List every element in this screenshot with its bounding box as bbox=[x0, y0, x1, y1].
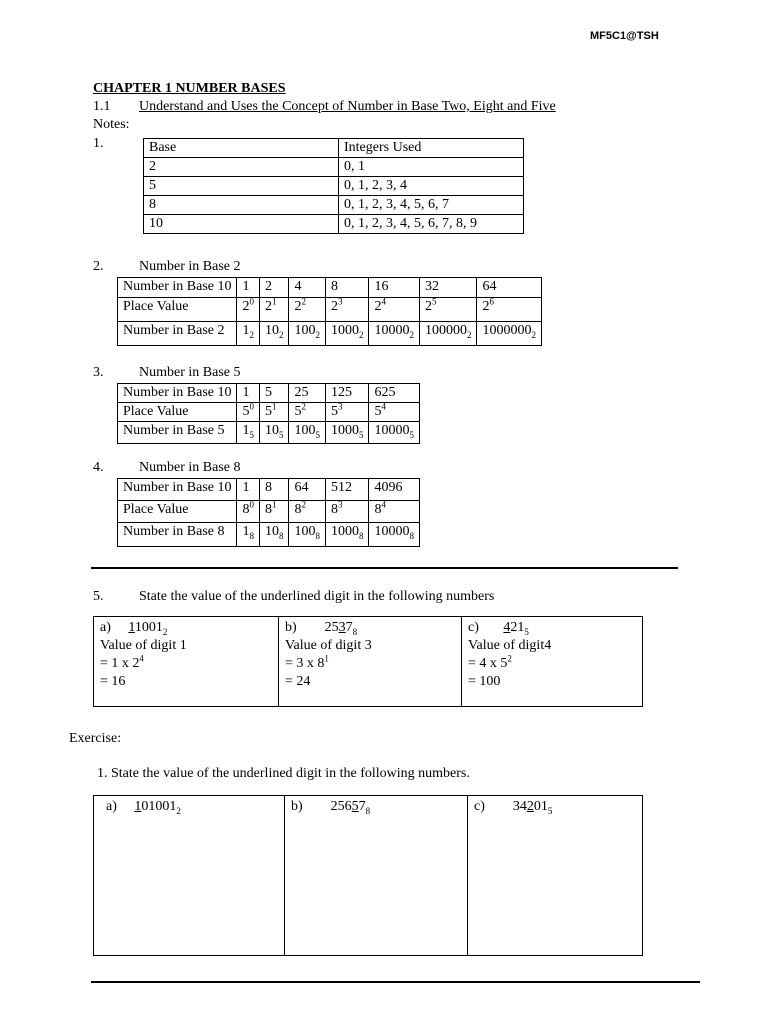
base-number: 100 bbox=[294, 524, 316, 539]
base-subscript: 2 bbox=[176, 805, 181, 816]
table-row bbox=[118, 278, 542, 298]
place-value-cell bbox=[369, 501, 420, 523]
exponent: 6 bbox=[489, 296, 494, 307]
exponent: 4 bbox=[381, 499, 386, 510]
number-suffix: 7 bbox=[345, 620, 353, 635]
base-subscript: 2 bbox=[278, 329, 284, 340]
row-label: Place Value bbox=[118, 403, 237, 422]
base-number: 1000000 bbox=[482, 323, 532, 338]
base-number: 100000 bbox=[424, 323, 467, 338]
power-base: 5 bbox=[294, 404, 302, 419]
decimal-value-cell: 1 bbox=[237, 479, 260, 501]
note-5-title: State the value of the underlined digit in the following numbers bbox=[139, 589, 495, 604]
note-4-title: Number in Base 8 bbox=[139, 460, 241, 475]
value-result: = 100 bbox=[468, 674, 501, 689]
base-subscript: 2 bbox=[358, 329, 364, 340]
note-5-number: 5. bbox=[93, 589, 104, 604]
value-calc: = 1 x 2 bbox=[100, 656, 140, 671]
table-row bbox=[118, 403, 420, 422]
decimal-value-cell: 512 bbox=[325, 479, 369, 501]
power-base: 8 bbox=[374, 502, 382, 517]
base-number-cell bbox=[325, 322, 369, 346]
base-number: 1000 bbox=[330, 323, 359, 338]
table-row bbox=[118, 501, 420, 523]
divider-line bbox=[91, 567, 678, 569]
table-row bbox=[118, 384, 420, 403]
note-3-title: Number in Base 5 bbox=[139, 365, 241, 380]
power-base: 8 bbox=[242, 502, 250, 517]
base-subscript: 2 bbox=[531, 329, 536, 340]
place-value-cell bbox=[289, 403, 326, 422]
number-suffix: 01001 bbox=[141, 799, 177, 814]
example-label: a) bbox=[100, 620, 111, 635]
base-number-cell bbox=[325, 422, 369, 444]
base-number-cell bbox=[369, 322, 420, 346]
place-value-cell bbox=[259, 403, 289, 422]
base-subscript: 5 bbox=[278, 429, 284, 440]
base-subscript: 5 bbox=[524, 626, 529, 637]
base-subscript: 8 bbox=[365, 805, 371, 816]
table-header-cell: Integers Used bbox=[339, 139, 524, 158]
exercise-item-label: b) bbox=[291, 799, 303, 814]
base-number-cell bbox=[289, 422, 326, 444]
base-subscript: 2 bbox=[466, 329, 472, 340]
decimal-value-cell: 2 bbox=[259, 278, 289, 298]
row-label: Place Value bbox=[118, 501, 237, 523]
table-row bbox=[118, 523, 420, 547]
table-cell: 0, 1, 2, 3, 4, 5, 6, 7 bbox=[339, 196, 524, 215]
table-row bbox=[144, 177, 524, 196]
base-number: 100 bbox=[294, 323, 316, 338]
decimal-value-cell: 64 bbox=[477, 278, 542, 298]
table-cell: 5 bbox=[144, 177, 339, 196]
base-subscript: 5 bbox=[409, 429, 414, 440]
example-c bbox=[462, 617, 643, 707]
place-value-cell bbox=[325, 501, 369, 523]
table-header-row bbox=[144, 139, 524, 158]
base-number-cell bbox=[289, 523, 326, 547]
power-base: 2 bbox=[424, 299, 432, 314]
base-number-cell bbox=[237, 322, 260, 346]
row-label: Number in Base 8 bbox=[118, 523, 237, 547]
base-5-table bbox=[117, 383, 420, 444]
note-1-number: 1. bbox=[93, 136, 104, 151]
subsection-title: Understand and Uses the Concept of Number in Base Two, Eight and Five bbox=[139, 99, 556, 114]
power-base: 8 bbox=[294, 502, 302, 517]
row-label: Number in Base 5 bbox=[118, 422, 237, 444]
decimal-value-cell: 25 bbox=[289, 384, 326, 403]
exponent: 2 bbox=[301, 401, 306, 412]
exponent: 3 bbox=[337, 401, 343, 412]
exponent: 0 bbox=[249, 296, 254, 307]
exponent: 4 bbox=[139, 653, 144, 664]
base-number: 10 bbox=[264, 524, 279, 539]
place-value-cell bbox=[289, 501, 326, 523]
exponent: 5 bbox=[431, 296, 437, 307]
exercise-question-1: 1. State the value of the underlined digit in the following numbers. bbox=[97, 766, 470, 781]
example-label: b) bbox=[285, 620, 297, 635]
number-suffix: 1001 bbox=[134, 620, 163, 635]
power-base: 8 bbox=[264, 502, 272, 517]
base-number: 100 bbox=[294, 423, 316, 438]
exponent: 4 bbox=[381, 296, 386, 307]
place-value-cell bbox=[369, 403, 420, 422]
power-base: 2 bbox=[242, 299, 250, 314]
decimal-value-cell: 32 bbox=[419, 278, 477, 298]
base-integers-table bbox=[143, 138, 524, 234]
value-calc: = 3 x 8 bbox=[285, 656, 325, 671]
base-subscript: 2 bbox=[409, 329, 414, 340]
number-prefix: 34 bbox=[512, 799, 527, 814]
example-table bbox=[93, 616, 643, 707]
exponent: 1 bbox=[271, 401, 277, 412]
exponent: 1 bbox=[324, 653, 329, 664]
power-base: 2 bbox=[294, 299, 302, 314]
table-cell: 2 bbox=[144, 158, 339, 177]
base-number: 10000 bbox=[374, 323, 410, 338]
base-number-cell bbox=[259, 523, 289, 547]
value-line: Value of digit 3 bbox=[285, 638, 372, 653]
note-3-number: 3. bbox=[93, 365, 104, 380]
underlined-digit: 5 bbox=[351, 799, 359, 814]
exponent: 1 bbox=[271, 499, 277, 510]
power-base: 5 bbox=[374, 404, 382, 419]
base-subscript: 8 bbox=[278, 530, 284, 541]
base-number: 1000 bbox=[330, 423, 359, 438]
row-label: Number in Base 10 bbox=[118, 384, 237, 403]
base-number: 10 bbox=[264, 323, 279, 338]
base-number: 1 bbox=[242, 323, 250, 338]
place-value-cell bbox=[237, 403, 260, 422]
exponent: 4 bbox=[381, 401, 386, 412]
place-value-cell bbox=[289, 298, 326, 322]
decimal-value-cell: 64 bbox=[289, 479, 326, 501]
exercise-label: Exercise: bbox=[69, 731, 122, 746]
exponent: 0 bbox=[249, 499, 254, 510]
exponent: 2 bbox=[301, 499, 306, 510]
decimal-value-cell: 4096 bbox=[369, 479, 420, 501]
value-line: Value of digit 1 bbox=[100, 638, 187, 653]
place-value-cell bbox=[259, 298, 289, 322]
base-subscript: 8 bbox=[352, 626, 358, 637]
base-subscript: 2 bbox=[315, 329, 320, 340]
base-number-cell bbox=[237, 523, 260, 547]
base-number: 1000 bbox=[330, 524, 359, 539]
notes-label: Notes: bbox=[93, 117, 130, 132]
table-header-cell: Base bbox=[144, 139, 339, 158]
decimal-value-cell: 1 bbox=[237, 278, 260, 298]
place-value-cell bbox=[477, 298, 542, 322]
power-base: 2 bbox=[482, 299, 490, 314]
place-value-cell bbox=[325, 298, 369, 322]
base-number-cell bbox=[419, 322, 477, 346]
base-8-table bbox=[117, 478, 420, 547]
power-base: 2 bbox=[264, 299, 272, 314]
decimal-value-cell: 8 bbox=[325, 278, 369, 298]
header-code: MF5C1@TSH bbox=[590, 30, 659, 42]
value-result: = 16 bbox=[100, 674, 126, 689]
table-row bbox=[144, 215, 524, 234]
decimal-value-cell: 5 bbox=[259, 384, 289, 403]
value-calc: = 4 x 5 bbox=[468, 656, 508, 671]
underlined-digit: 4 bbox=[503, 620, 511, 635]
example-a bbox=[94, 617, 279, 707]
decimal-value-cell: 625 bbox=[369, 384, 420, 403]
decimal-value-cell: 8 bbox=[259, 479, 289, 501]
table-cell: 8 bbox=[144, 196, 339, 215]
base-number: 10000 bbox=[374, 524, 410, 539]
power-base: 5 bbox=[330, 404, 338, 419]
base-number-cell bbox=[477, 322, 542, 346]
example-label: c) bbox=[468, 620, 479, 635]
base-number-cell bbox=[369, 523, 420, 547]
exercise-b[interactable] bbox=[285, 796, 468, 956]
base-number-cell bbox=[259, 422, 289, 444]
table-row bbox=[144, 158, 524, 177]
example-b bbox=[279, 617, 462, 707]
note-4-number: 4. bbox=[93, 460, 104, 475]
base-subscript: 8 bbox=[358, 530, 364, 541]
base-subscript: 5 bbox=[547, 805, 553, 816]
note-2-number: 2. bbox=[93, 259, 104, 274]
place-value-cell bbox=[259, 501, 289, 523]
base-number-cell bbox=[325, 523, 369, 547]
base-number: 10000 bbox=[374, 423, 410, 438]
exponent: 3 bbox=[337, 296, 343, 307]
base-subscript: 5 bbox=[249, 429, 254, 440]
exponent: 2 bbox=[301, 296, 306, 307]
exercise-table bbox=[93, 795, 643, 956]
base-subscript: 5 bbox=[358, 429, 364, 440]
table-row bbox=[118, 422, 420, 444]
place-value-cell bbox=[325, 403, 369, 422]
base-number-cell bbox=[237, 422, 260, 444]
row-label: Number in Base 10 bbox=[118, 278, 237, 298]
exponent: 1 bbox=[271, 296, 277, 307]
table-row bbox=[118, 479, 420, 501]
subsection-number: 1.1 bbox=[93, 99, 111, 114]
place-value-cell bbox=[369, 298, 420, 322]
base-number: 1 bbox=[242, 423, 250, 438]
place-value-cell bbox=[237, 501, 260, 523]
base-number-cell bbox=[289, 322, 326, 346]
number-suffix: 01 bbox=[533, 799, 548, 814]
place-value-cell bbox=[237, 298, 260, 322]
value-line: Value of digit4 bbox=[468, 638, 552, 653]
base-2-table bbox=[117, 277, 542, 346]
exercise-a[interactable] bbox=[94, 796, 285, 956]
table-row bbox=[94, 796, 643, 956]
power-base: 5 bbox=[264, 404, 272, 419]
power-base: 8 bbox=[330, 502, 338, 517]
base-subscript: 5 bbox=[315, 429, 320, 440]
exercise-item-label: a) bbox=[106, 799, 117, 814]
exercise-item-label: c) bbox=[474, 799, 485, 814]
table-cell: 0, 1, 2, 3, 4, 5, 6, 7, 8, 9 bbox=[339, 215, 524, 234]
exponent: 2 bbox=[507, 653, 512, 664]
row-label: Number in Base 2 bbox=[118, 322, 237, 346]
base-number: 10 bbox=[264, 423, 279, 438]
power-base: 5 bbox=[242, 404, 250, 419]
number-prefix: 256 bbox=[330, 799, 352, 814]
base-subscript: 8 bbox=[409, 530, 414, 541]
chapter-title: CHAPTER 1 NUMBER BASES bbox=[93, 81, 286, 96]
power-base: 2 bbox=[374, 299, 382, 314]
value-result: = 24 bbox=[285, 674, 311, 689]
base-number: 1 bbox=[242, 524, 250, 539]
number-prefix: 25 bbox=[324, 620, 339, 635]
underlined-digit: 1 bbox=[134, 799, 142, 814]
power-base: 2 bbox=[330, 299, 338, 314]
base-subscript: 2 bbox=[162, 626, 168, 637]
number-suffix: 21 bbox=[510, 620, 525, 635]
table-cell: 0, 1 bbox=[339, 158, 524, 177]
row-label: Number in Base 10 bbox=[118, 479, 237, 501]
underlined-digit: 1 bbox=[128, 620, 135, 635]
underlined-digit: 2 bbox=[526, 799, 534, 814]
table-row bbox=[144, 196, 524, 215]
base-subscript: 8 bbox=[249, 530, 254, 541]
exponent: 3 bbox=[337, 499, 343, 510]
exercise-c[interactable] bbox=[468, 796, 643, 956]
base-number-cell bbox=[369, 422, 420, 444]
decimal-value-cell: 4 bbox=[289, 278, 326, 298]
table-row bbox=[118, 322, 542, 346]
base-number-cell bbox=[259, 322, 289, 346]
decimal-value-cell: 125 bbox=[325, 384, 369, 403]
number-suffix: 7 bbox=[358, 799, 366, 814]
decimal-value-cell: 16 bbox=[369, 278, 420, 298]
underlined-digit: 3 bbox=[338, 620, 346, 635]
decimal-value-cell: 1 bbox=[237, 384, 260, 403]
place-value-cell bbox=[419, 298, 477, 322]
base-subscript: 2 bbox=[249, 329, 254, 340]
table-cell: 0, 1, 2, 3, 4 bbox=[339, 177, 524, 196]
table-row bbox=[94, 617, 643, 707]
exponent: 0 bbox=[249, 401, 254, 412]
table-cell: 10 bbox=[144, 215, 339, 234]
note-2-title: Number in Base 2 bbox=[139, 259, 241, 274]
footer-line bbox=[91, 981, 700, 983]
base-subscript: 8 bbox=[315, 530, 320, 541]
row-label: Place Value bbox=[118, 298, 237, 322]
table-row bbox=[118, 298, 542, 322]
